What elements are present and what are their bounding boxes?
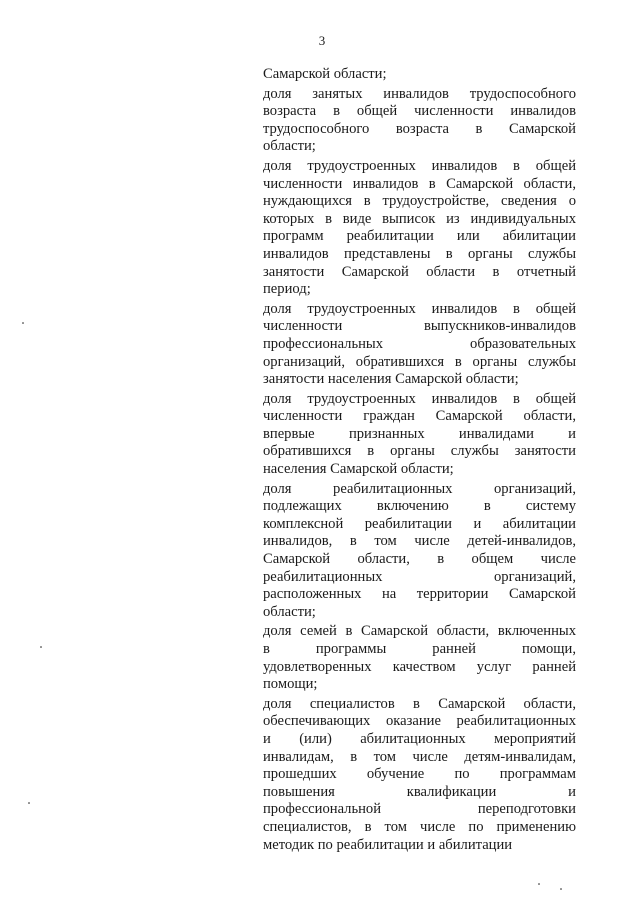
text-line: численности инвалидов в Самарской области, <box>263 175 576 192</box>
text-line: удовлетворенных качеством услуг ранней <box>263 658 576 675</box>
text-line: нуждающихся в трудоустройстве, сведения о <box>263 193 576 210</box>
text-line: доля занятых инвалидов трудоспособного <box>263 85 576 102</box>
text-line: в программы ранней помощи, <box>263 641 576 657</box>
text-line: возраста в общей численности инвалидов <box>263 103 576 120</box>
text-line: специалистов, в том числе по применению <box>263 818 576 835</box>
text-line: доля трудоустроенных инвалидов в общей <box>263 157 576 174</box>
text-line: и (или) абилитационных мероприятий <box>263 730 576 747</box>
text-line: инвалидов представлены в органы службы <box>263 245 576 262</box>
paragraph <box>263 158 576 299</box>
text-line: инвалидам, в том числе детям-инвалидам, <box>263 748 576 765</box>
scan-speck <box>40 646 42 648</box>
text-line: подлежащих включению в систему <box>263 498 576 515</box>
text-line: впервые признанных инвалидами и <box>263 425 576 442</box>
paragraph <box>263 66 576 84</box>
text-line: доля трудоустроенных инвалидов в общей <box>263 300 576 317</box>
text-line: доля реабилитационных организаций, <box>263 480 576 497</box>
text-line: области; <box>263 603 316 620</box>
text-line: прошедших обучение по программам <box>263 766 576 783</box>
text-line: которых в виде выписок из индивидуальных <box>263 210 576 227</box>
text-line: комплексной реабилитации и абилитации <box>263 515 576 532</box>
scan-speck <box>22 322 24 324</box>
text-line: инвалидов, в том числе детей-инвалидов, <box>263 533 576 550</box>
text-line: численности граждан Самарской области, <box>263 408 576 425</box>
paragraph <box>263 86 576 156</box>
text-line: доля трудоустроенных инвалидов в общей <box>263 390 576 407</box>
text-line: программ реабилитации или абилитации <box>263 228 576 245</box>
scan-speck <box>538 883 540 885</box>
text-line: методик по реабилитации и абилитации <box>263 836 513 853</box>
text-line: занятости Самарской области в отчетный <box>263 263 576 280</box>
text-line: области; <box>263 138 316 155</box>
text-line: помощи; <box>263 676 318 693</box>
text-line: обеспечивающих оказание реабилитационных <box>263 713 576 730</box>
paragraph <box>263 391 576 479</box>
scan-speck <box>560 888 562 890</box>
paragraph <box>263 623 576 693</box>
text-line: организаций, обратившихся в органы службы <box>263 353 576 370</box>
scan-speck <box>28 802 30 804</box>
text-line: реабилитационных организаций, <box>263 568 576 585</box>
paragraph <box>263 481 576 622</box>
document-body <box>263 66 576 856</box>
text-line: Самарской области; <box>263 66 387 82</box>
text-line: трудоспособного возраста в Самарской <box>263 120 576 137</box>
text-line: численности выпускников-инвалидов <box>263 318 576 335</box>
text-line: профессиональных образовательных <box>263 335 576 352</box>
text-line: занятости населения Самарской области; <box>263 371 519 388</box>
text-line: повышения квалификации и <box>263 783 576 800</box>
page-number: 3 <box>318 33 326 48</box>
text-line: расположенных на территории Самарской <box>263 586 576 603</box>
text-line: доля специалистов в Самарской области, <box>263 695 576 712</box>
text-line: Самарской области, в общем числе <box>263 551 576 568</box>
text-line: доля семей в Самарской области, включенных <box>263 623 576 640</box>
text-line: профессиональной переподготовки <box>263 801 576 818</box>
paragraph <box>263 301 576 389</box>
text-line: обратившихся в органы службы занятости <box>263 443 576 460</box>
text-line: период; <box>263 281 311 298</box>
text-line: населения Самарской области; <box>263 461 454 478</box>
paragraph <box>263 696 576 854</box>
